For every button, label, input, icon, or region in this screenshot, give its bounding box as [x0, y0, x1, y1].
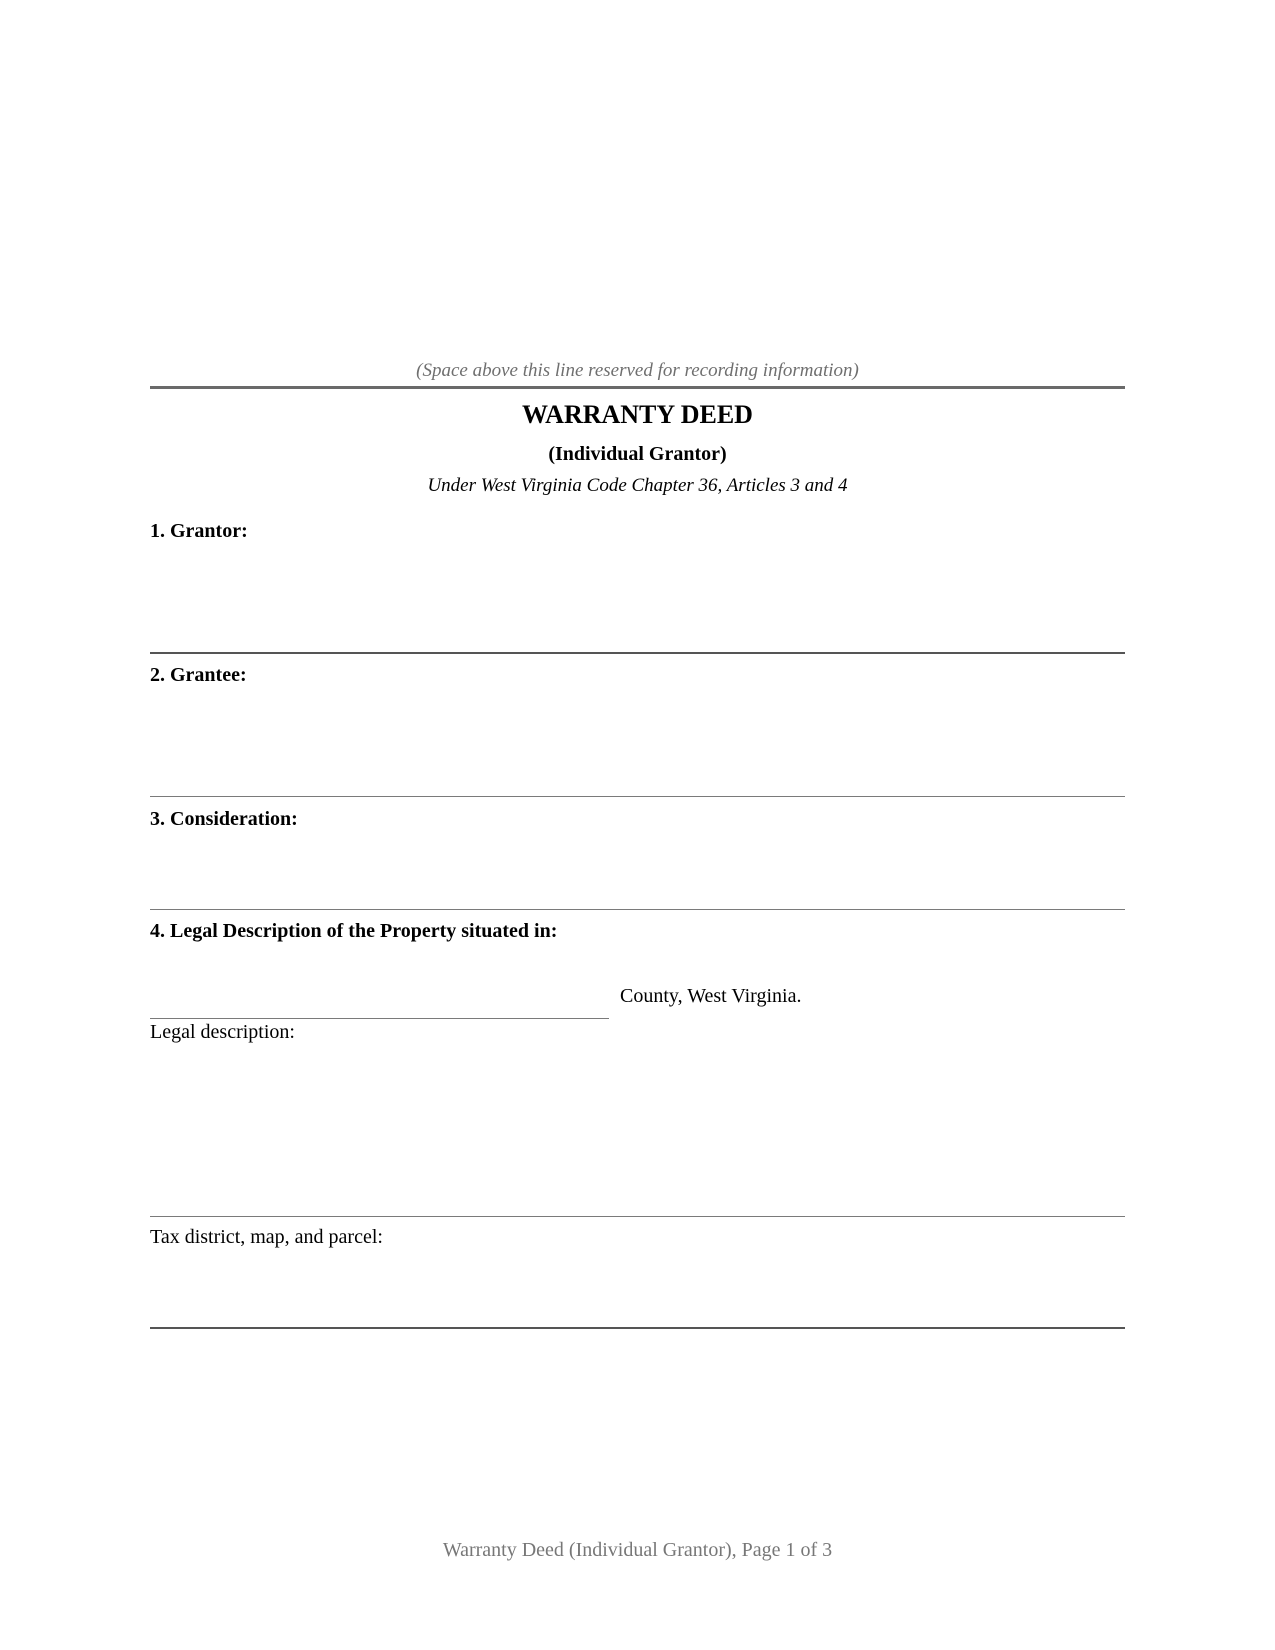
grantor-label: 1. Grantor: [150, 520, 248, 542]
consideration-field-line[interactable] [150, 909, 1125, 910]
legal-description-label: Legal description: [150, 1021, 295, 1043]
recording-divider [150, 386, 1125, 389]
page-footer: Warranty Deed (Individual Grantor), Page 1 of 3 [442, 1539, 833, 1561]
recording-space-note: (Space above this line reserved for recording information) [416, 360, 859, 381]
grantor-field-line[interactable] [150, 652, 1125, 654]
tax-parcel-label: Tax district, map, and parcel: [150, 1226, 383, 1248]
grantee-label: 2. Grantee: [150, 664, 247, 686]
tax-parcel-field-line[interactable] [150, 1327, 1125, 1329]
county-field-line[interactable] [150, 1018, 609, 1019]
document-title: WARRANTY DEED [522, 400, 753, 429]
grantee-field-line[interactable] [150, 796, 1125, 797]
legal-description-field-line[interactable] [150, 1216, 1125, 1217]
document-subtitle: (Individual Grantor) [548, 443, 727, 465]
statute-reference: Under West Virginia Code Chapter 36, Articles 3 and 4 [427, 475, 848, 496]
consideration-label: 3. Consideration: [150, 808, 298, 830]
county-suffix-text: County, West Virginia. [620, 985, 802, 1007]
legal-description-heading: 4. Legal Description of the Property situated in: [150, 920, 558, 942]
